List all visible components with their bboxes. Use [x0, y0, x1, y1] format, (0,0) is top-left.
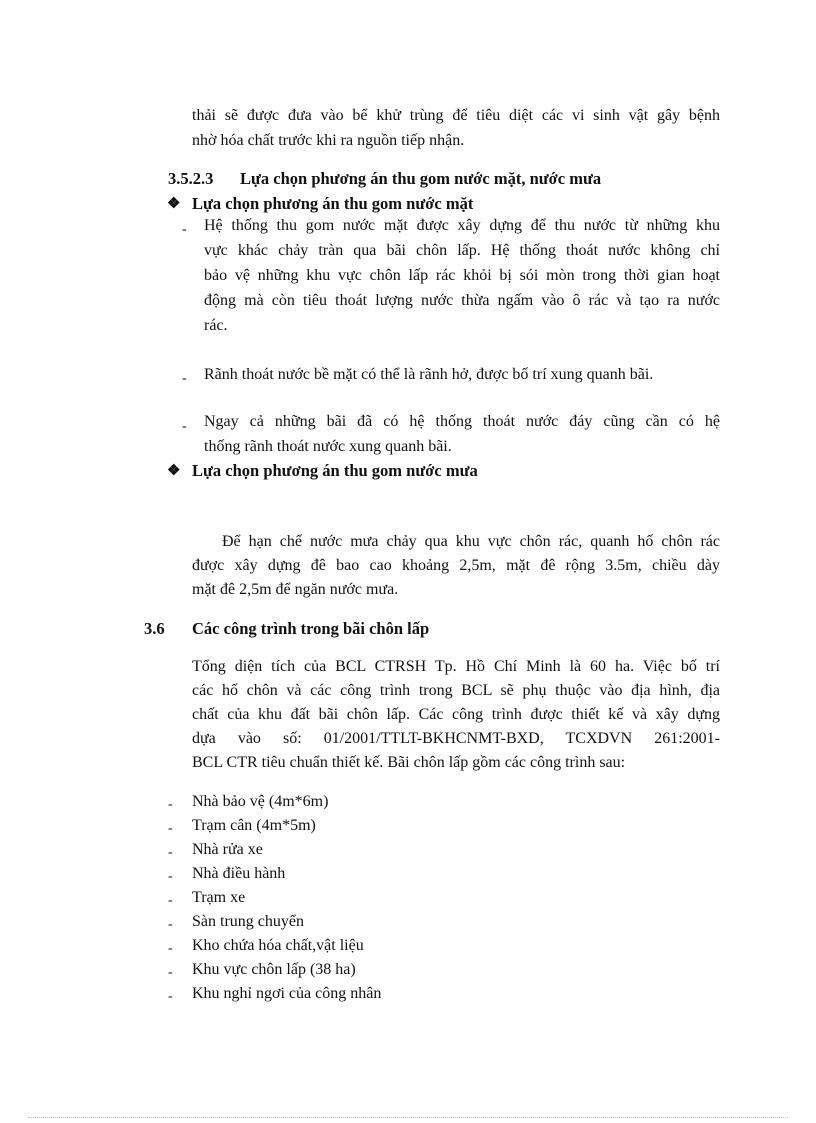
list-item-label: Trạm xe [192, 889, 246, 906]
section-36-title: Các công trình trong bãi chôn lấp [192, 619, 430, 638]
list-item [168, 838, 728, 862]
surface-item-1-line: động mà còn tiêu thoát lượng nước thừa ngấm vào ô rác và tạo ra nước [204, 292, 720, 309]
surface-item-1-line: rác. [204, 317, 228, 334]
dash-bullet-icon: - [182, 419, 187, 434]
facilities-list [168, 790, 728, 1006]
dash-bullet-icon: - [168, 797, 173, 812]
section-36-line: Tổng diện tích của BCL CTRSH Tp. Hồ Chí Minh là 60 ha. Việc bố trí [192, 658, 720, 675]
rain-water-title: Lựa chọn phương án thu gom nước mưa [192, 461, 478, 480]
surface-item-2: Rãnh thoát nước bề mặt có thể là rãnh hở, được bố trí xung quanh bãi. [204, 366, 654, 383]
intro-line-2-text: nhờ hóa chất trước khi ra nguồn tiếp nhận. [192, 132, 465, 149]
surface-item-1-line: vực khác chảy tràn qua bãi chôn lấp. Hệ thống thoát nước không chỉ [204, 242, 720, 259]
diamond-bullet-icon: ❖ [167, 463, 181, 479]
list-item [168, 814, 728, 838]
dash-bullet-icon: - [168, 893, 173, 908]
surface-item-1 [204, 214, 720, 338]
dash-bullet-icon: - [168, 869, 173, 884]
list-item-label: Trạm cân (4m*5m) [192, 817, 316, 834]
rain-water-line: được xây dựng đê bao cao khoảng 2,5m, mặt đê rộng 3.5m, chiều dày [192, 557, 720, 574]
dash-bullet-icon: - [168, 917, 173, 932]
section-36-line: BCL CTR tiêu chuẩn thiết kế. Bãi chôn lấp gồm các công trình sau: [192, 754, 626, 771]
surface-item-1-line: bảo vệ những khu vực chôn lấp rác khỏi bị sói mòn trong thời gian hoạt [204, 267, 720, 284]
diamond-bullet-icon: ❖ [167, 196, 181, 212]
section-36-line: các hố chôn và các công trình trong BCL sẽ phụ thuộc vào địa hình, địa [192, 682, 720, 699]
page-bottom-divider [28, 1117, 788, 1118]
surface-item-3 [204, 410, 720, 459]
intro-line-2 [192, 129, 720, 153]
list-item-label: Sàn trung chuyển [192, 913, 304, 930]
dash-bullet-icon: - [168, 941, 173, 956]
dash-bullet-icon: - [168, 965, 173, 980]
list-item-label: Khu nghỉ ngơi của công nhân [192, 985, 382, 1002]
dash-bullet-icon: - [182, 222, 187, 237]
surface-item-3-line: Ngay cả những bãi đã có hệ thống thoát nước đáy cũng cần có hệ [204, 413, 720, 430]
list-item [168, 910, 728, 934]
list-item-label: Nhà điều hành [192, 865, 286, 882]
section-36-line: dựa vào số: 01/2001/TTLT-BKHCNMT-BXD, TCXDVN 261:2001- [192, 730, 720, 747]
surface-item-1-line: Hệ thống thu gom nước mặt được xây dựng để thu nước từ những khu [204, 217, 720, 234]
intro-line-1-text: thải sẽ được đưa vào bể khử trùng để tiêu diệt các vi sinh vật gây bệnh [192, 107, 720, 124]
list-item [168, 934, 728, 958]
section-36-number: 3.6 [144, 619, 165, 638]
list-item-label: Nhà rửa xe [192, 841, 263, 858]
rain-water-line: Để hạn chế nước mưa chảy qua khu vực chôn rác, quanh hố chôn rác [222, 533, 720, 550]
list-item [168, 790, 728, 814]
rain-water-paragraph [192, 530, 720, 602]
list-item-label: Nhà bảo vệ (4m*6m) [192, 793, 329, 810]
section-3523-number: 3.5.2.3 [168, 169, 214, 188]
dash-bullet-icon: - [168, 989, 173, 1004]
dash-bullet-icon: - [168, 821, 173, 836]
list-item [168, 862, 728, 886]
list-item [168, 958, 728, 982]
section-3523-title: Lựa chọn phương án thu gom nước mặt, nước mưa [240, 169, 602, 188]
surface-item-3-line: thống rãnh thoát nước xung quanh bãi. [204, 438, 452, 455]
section-36-line: chất của khu đất bãi chôn lấp. Các công trình được thiết kế và xây dựng [192, 706, 720, 723]
dash-bullet-icon: - [182, 371, 187, 386]
section-36-paragraph [192, 655, 720, 775]
surface-water-title: Lựa chọn phương án thu gom nước mặt [192, 194, 474, 213]
rain-water-line: mặt đê 2,5m để ngăn nước mưa. [192, 581, 399, 598]
dash-bullet-icon: - [168, 845, 173, 860]
list-item-label: Kho chứa hóa chất,vật liệu [192, 937, 364, 954]
list-item [168, 982, 728, 1006]
intro-line-1 [192, 104, 720, 128]
list-item-label: Khu vực chôn lấp (38 ha) [192, 961, 356, 978]
list-item [168, 886, 728, 910]
